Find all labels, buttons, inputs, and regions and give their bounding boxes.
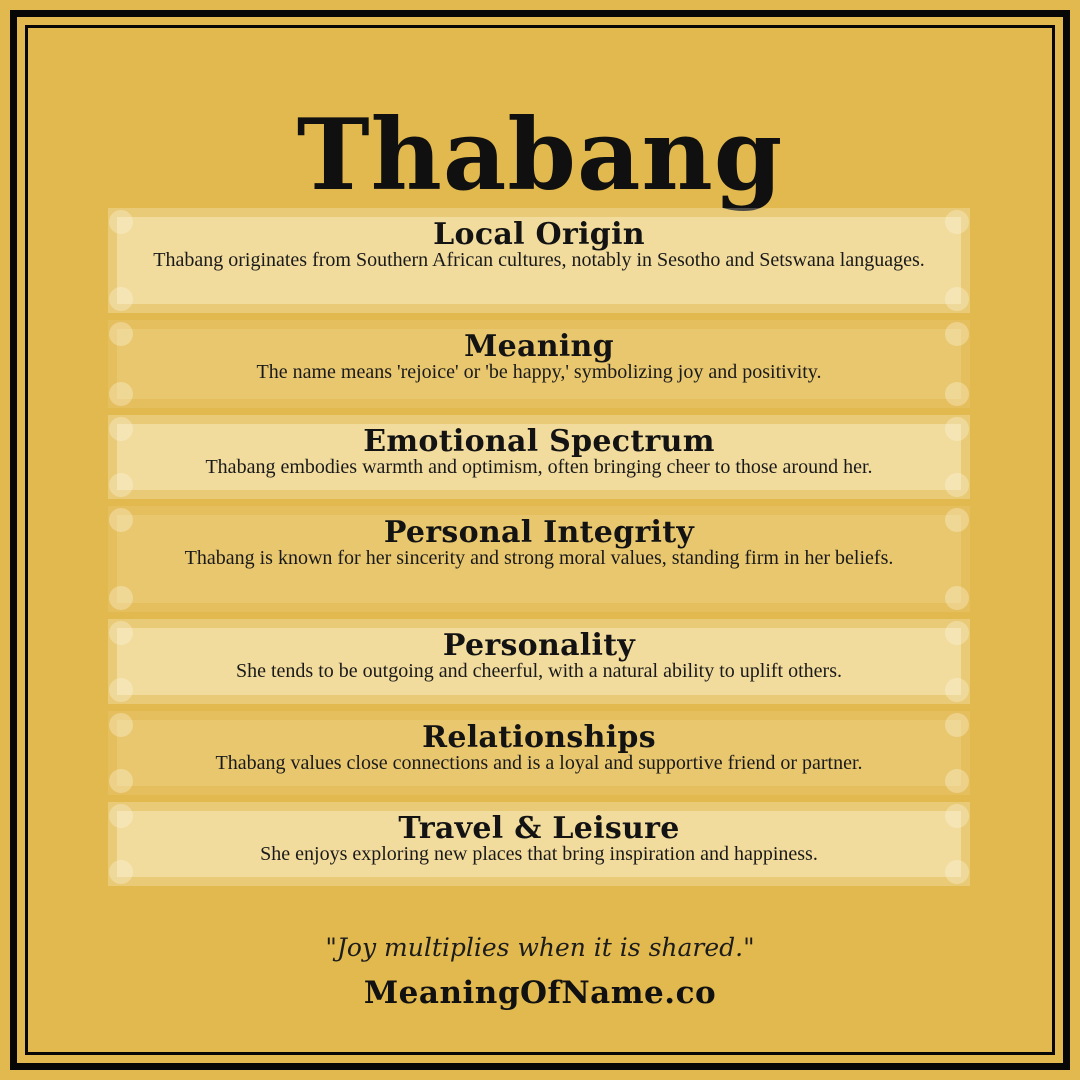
card-text: Thabang is known for her sincerity and strong moral values, standing firm in her beliefs. [184, 547, 894, 569]
card-body [117, 720, 961, 786]
corner-pin [945, 287, 969, 311]
card-personality [108, 619, 970, 704]
card-title: Personality [442, 628, 636, 663]
card-body [117, 811, 961, 877]
card-local-origin [108, 208, 970, 313]
card-text: She tends to be outgoing and cheerful, with a natural ability to uplift others. [236, 660, 842, 682]
corner-pin [109, 508, 133, 532]
card-text: Thabang originates from Southern African cultures, notably in Sesotho and Setswana languages. [153, 249, 925, 271]
card-title: Meaning [464, 329, 614, 364]
website-name: MeaningOfName.co [363, 975, 717, 1011]
corner-pin [945, 322, 969, 346]
corner-pin [109, 210, 133, 234]
card-text: The name means 'rejoice' or 'be happy,' symbolizing joy and positivity. [256, 361, 822, 383]
corner-pin [945, 804, 969, 828]
corner-pin [945, 621, 969, 645]
corner-pin [945, 678, 969, 702]
corner-pin [109, 586, 133, 610]
card-travel-leisure [108, 802, 970, 886]
corner-pin [945, 210, 969, 234]
corner-pin [109, 621, 133, 645]
card-text: Thabang values close connections and is a loyal and supportive friend or partner. [215, 752, 863, 774]
card-body [117, 329, 961, 399]
corner-pin [109, 382, 133, 406]
card-title: Emotional Spectrum [363, 424, 715, 459]
card-emotional-spectrum [108, 415, 970, 499]
card-body [117, 424, 961, 490]
corner-pin [109, 678, 133, 702]
card-meaning [108, 320, 970, 408]
corner-pin [109, 473, 133, 497]
corner-pin [945, 508, 969, 532]
footer [0, 933, 1080, 1011]
corner-pin [109, 287, 133, 311]
page-title: Thabang [296, 97, 784, 213]
card-title: Travel & Leisure [398, 811, 680, 846]
corner-pin [945, 382, 969, 406]
corner-pin [945, 586, 969, 610]
card-body [117, 628, 961, 695]
card-relationships [108, 711, 970, 795]
card-body [117, 515, 961, 603]
card-title: Personal Integrity [383, 515, 695, 550]
corner-pin [945, 473, 969, 497]
card-body [117, 217, 961, 304]
corner-pin [109, 713, 133, 737]
quote-text: "Joy multiplies when it is shared." [325, 933, 755, 962]
corner-pin [109, 417, 133, 441]
corner-pin [945, 713, 969, 737]
card-personal-integrity [108, 506, 970, 612]
corner-pin [945, 860, 969, 884]
card-text: Thabang embodies warmth and optimism, often bringing cheer to those around her. [205, 456, 873, 478]
corner-pin [945, 769, 969, 793]
corner-pin [109, 860, 133, 884]
card-title: Relationships [422, 720, 656, 755]
corner-pin [109, 769, 133, 793]
corner-pin [945, 417, 969, 441]
corner-pin [109, 322, 133, 346]
corner-pin [109, 804, 133, 828]
card-text: She enjoys exploring new places that bring inspiration and happiness. [260, 843, 818, 865]
info-card-list [108, 208, 970, 893]
card-title: Local Origin [433, 217, 645, 252]
